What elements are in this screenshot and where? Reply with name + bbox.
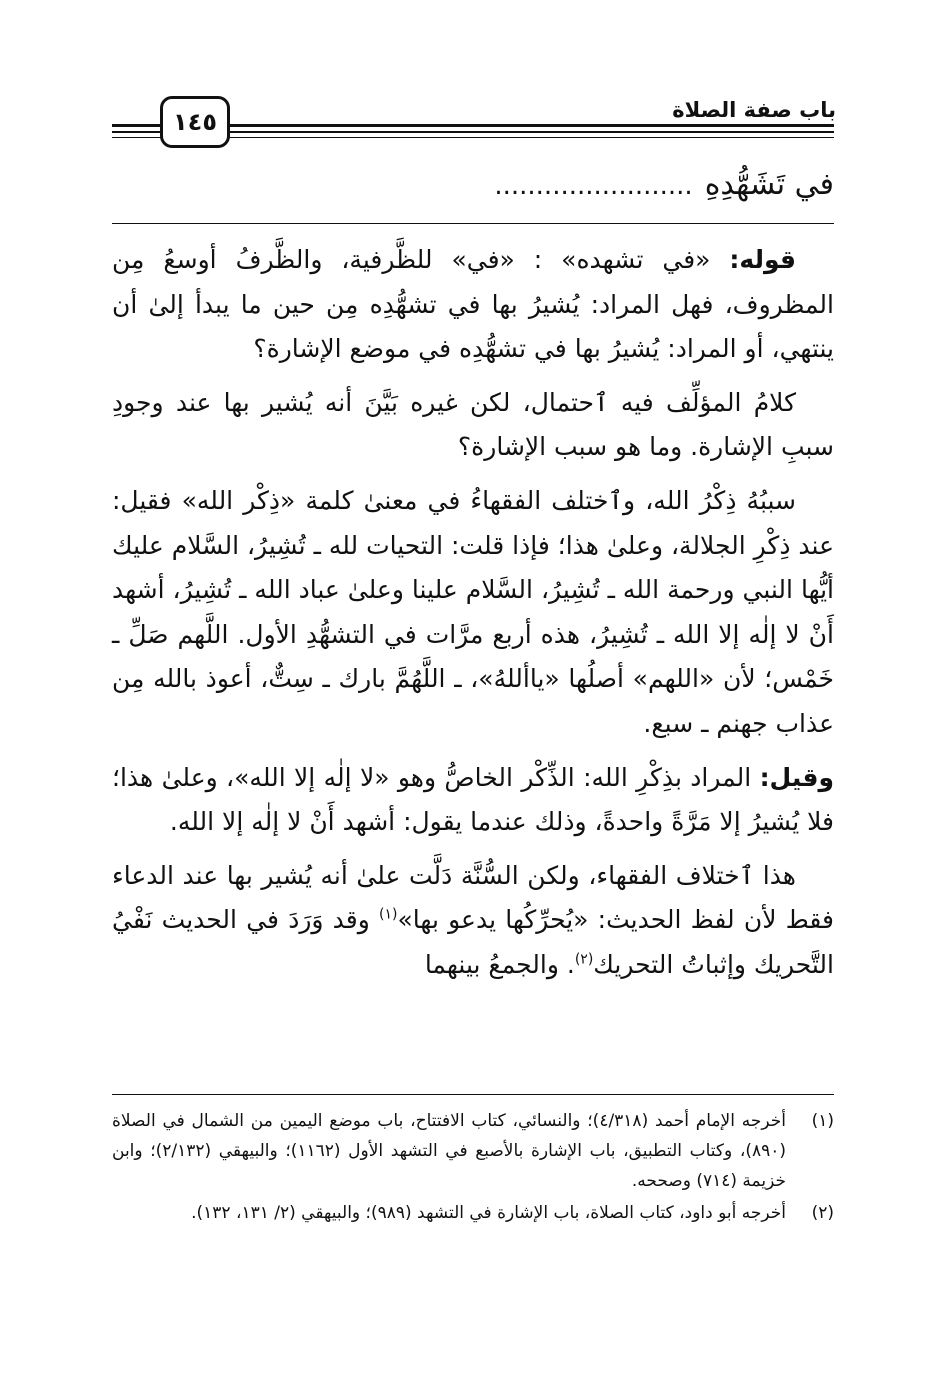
- footnote-separator: [112, 1094, 834, 1095]
- footnote-ref[interactable]: (٢): [574, 951, 594, 968]
- commentary-body: [112, 238, 834, 997]
- matn-rule: [112, 223, 834, 224]
- paragraph-text: «في تشهده» : «في» للظَّرفية، والظَّرفُ أوسعُ مِن المظروف، فهل المراد: يُشيرُ بها في تشهُّدِه مِن حين ما يبدأ إلىٰ أن ينتهي، أو المراد: يُشيرُ بها في تشهُّدِه في موضع الإشارة؟: [112, 245, 834, 364]
- footnote: [112, 1198, 834, 1228]
- footnote-text: أخرجه الإمام أحمد (٤/٣١٨)؛ والنسائي، كتاب الافتتاح، باب موضع اليمين من الشمال في الصلاة (٨٩٠)، وكتاب التطبيق، باب الإشارة بالأصبع في التشهد الأول (١١٦٢)؛ والبيهقي (٢/١٣٢)؛ وابن خزيمة (٧١٤) وصححه.: [112, 1111, 786, 1191]
- paragraph-text: هذا ٱختلاف الفقهاء، ولكن السُّنَّة دَلَّت علىٰ أنه يُشير بها عند الدعاء فقط لأن لفظ الحديث: «يُحرِّكُها يدعو بها»: [112, 860, 835, 935]
- footnote: [112, 1106, 834, 1196]
- paragraph: [112, 381, 834, 470]
- page-number: ١٤٥: [173, 108, 217, 136]
- paragraph-lead: قوله:: [729, 245, 796, 274]
- running-title: باب صفة الصلاة: [672, 98, 836, 122]
- paragraph-text: وقد وَرَدَ في الحديث نَفْيُ التَّحريك وإثباتُ التحريك: [112, 905, 834, 979]
- paragraph-text: سببُهُ ذِكْرُ الله، وٱختلف الفقهاءُ في معنىٰ كلمة «ذِكْر الله» فقيل: عند ذِكْرِ الجلالة، وعلىٰ هذا؛ فإذا قلت: التحيات لله ـ تُشِيرُ، السَّلام عليك أيُّها النبي ورحمة الله ـ تُشِيرُ، السَّلام علينا وعلىٰ عباد الله ـ تُشِيرُ، أشهد أَنْ لا إلٰه إلا الله ـ تُشِيرُ، هذه أربع مرَّات في التشهُّدِ الأول. اللَّهم صَلِّ ـ خَمْس؛ لأن «اللهم» أصلُها «ياأللهُ»، ـ اللَّهُمَّ بارك ـ سِتٌّ، أعوذ بالله مِن عذاب جهنم ـ سبع.: [112, 485, 834, 738]
- page-number-box: [160, 96, 230, 148]
- paragraph-lead: وقيل:: [759, 762, 834, 792]
- paragraph-text: كلامُ المؤلِّف فيه ٱحتمال، لكن غيره بَيَّنَ أنه يُشير بها عند وجودِ سببِ الإشارة. وما هو سبب الإشارة؟: [112, 387, 834, 462]
- paragraph: [112, 756, 834, 845]
- footnote-text: أخرجه أبو داود، كتاب الصلاة، باب الإشارة في التشهد (٩٨٩)؛ والبيهقي (٢/ ١٣١، ١٣٢).: [191, 1203, 786, 1223]
- footnote-number: (١): [811, 1111, 834, 1131]
- paragraph: [112, 479, 834, 747]
- footnotes: [112, 1106, 834, 1230]
- paragraph-text: المراد بذِكْرِ الله: الذِّكْر الخاصُّ وهو «لا إلٰه إلا الله»، وعلىٰ هذا؛ فلا يُشيرُ إلا مَرَّةً واحدةً، وذلك عندما يقول: أشهد أَنْ لا إلٰه إلا الله.: [112, 762, 834, 837]
- footnote-ref[interactable]: (١): [379, 906, 398, 923]
- matn-dots: ........................: [494, 171, 693, 201]
- matn-text: في تَشَهُّدِهِ: [704, 167, 834, 202]
- paragraph: [112, 238, 834, 372]
- matn-heading: [114, 160, 834, 211]
- paragraph-text: . والجمعُ بينهما: [424, 949, 575, 979]
- paragraph: [112, 854, 834, 988]
- footnote-number: (٢): [811, 1203, 834, 1223]
